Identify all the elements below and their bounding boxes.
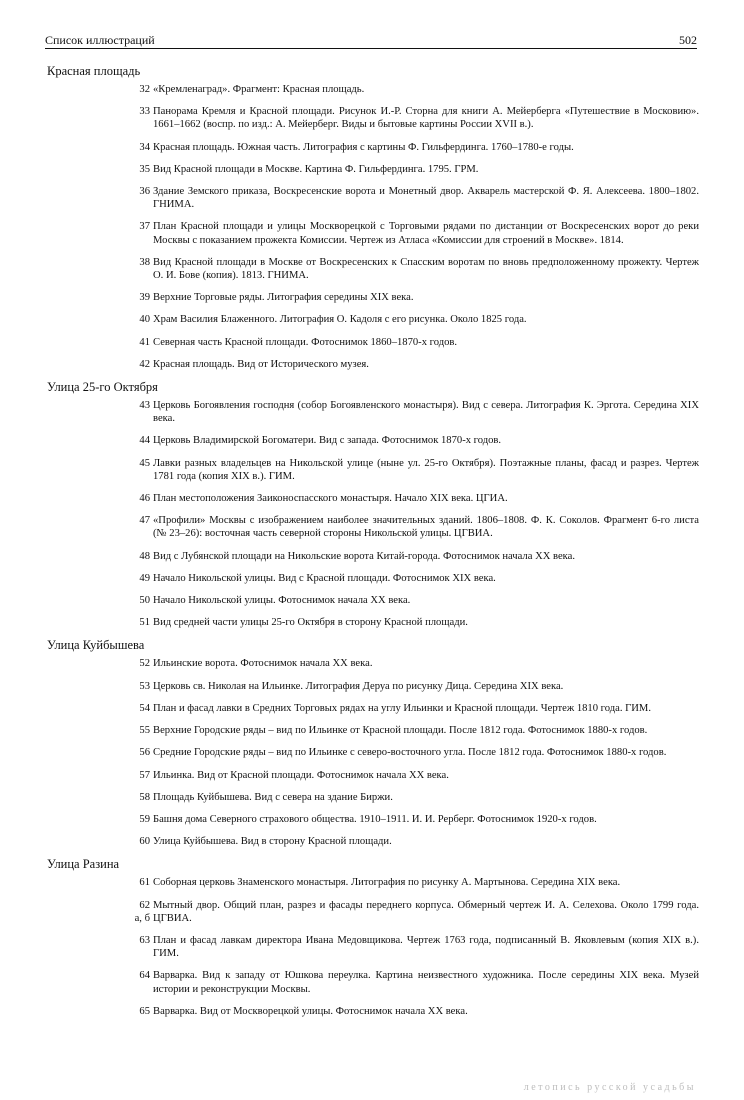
item-number: [108, 336, 150, 349]
item-number-main: 58: [139, 791, 150, 803]
item-number: [108, 399, 150, 412]
item-text: Начало Никольской улицы. Вид с Красной площади. Фотоснимок XIX века.: [153, 572, 496, 584]
item-number: [108, 572, 150, 585]
item-number: [108, 185, 150, 198]
item-number-main: 44: [139, 435, 150, 447]
item-text: Лавки разных владельцев на Никольской улице (ныне ул. 25-го Октября). Поэтажные планы, фасад и разрез. Чертеж 1781 года (копия XIX в.). ГИМ.: [153, 457, 699, 482]
item-number: [108, 657, 150, 670]
list-item: [0, 83, 744, 96]
item-text: «Кремленаград». Фрагмент: Красная площадь.: [153, 84, 365, 95]
item-number: [108, 313, 150, 326]
list-item: [0, 550, 744, 563]
item-number-main: 62: [139, 899, 150, 911]
item-number: [108, 141, 150, 154]
list-item: [0, 185, 744, 211]
list-item: [0, 680, 744, 693]
item-number-main: 36: [139, 186, 150, 198]
item-number-main: 46: [139, 493, 150, 505]
item-number-main: 52: [139, 658, 150, 670]
item-text: План Красной площади и улицы Москворецкой с Торговыми рядами по дистанции от Воскресенских ворот до реки Москвы с показанием прожекта Комиссии. Чертеж из Атласа «Комиссии для строений в Москве». 1814.: [153, 221, 699, 246]
item-text: Мытный двор. Общий план, разрез и фасады переднего корпуса. Обмерный чертеж И. А. Селехова. Около 1799 года. ЦГВИА.: [153, 899, 699, 924]
item-text: Вид с Лубянской площади на Никольские ворота Китай-города. Фотоснимок начала XX века.: [153, 550, 575, 562]
section-title: Улица 25-го Октября: [47, 380, 158, 395]
list-item: [0, 969, 744, 995]
item-number: [108, 291, 150, 304]
item-number: [108, 105, 150, 118]
item-text: Храм Василия Блаженного. Литография О. Кадоля с его рисунка. Около 1825 года.: [153, 314, 527, 326]
list-item: [0, 358, 744, 371]
section-title: Красная площадь: [47, 64, 141, 78]
item-number: [108, 813, 150, 826]
item-number-main: 60: [139, 836, 150, 848]
list-item: [0, 492, 744, 505]
list-item: [0, 163, 744, 176]
item-text: Северная часть Красной площади. Фотоснимок 1860–1870-х годов.: [153, 336, 458, 348]
list-item: [0, 313, 744, 326]
item-number: [108, 791, 150, 804]
item-number-main: 59: [139, 813, 150, 825]
section: [0, 638, 744, 848]
item-text: Соборная церковь Знаменского монастыря. Литография по рисунку А. Мартынова. Середина XIX века.: [153, 877, 621, 889]
list-item: [0, 813, 744, 826]
item-number-main: 50: [139, 595, 150, 607]
list-item: [0, 876, 744, 889]
list-item: [0, 336, 744, 349]
item-text: «Профили» Москвы с изображением наиболее значительных зданий. 1806–1808. Ф. К. Соколов. Фрагмент 6-го листа (№ 23–26): восточная часть северной стороны Никольской улицы. ЦГВИА.: [153, 515, 699, 540]
item-text: Вид Красной площади в Москве. Картина Ф. Гильфердинга. 1795. ГРМ.: [153, 163, 479, 175]
list-item: [0, 594, 744, 607]
item-number: [108, 969, 150, 982]
item-text: Красная площадь. Вид от Исторического музея.: [153, 358, 369, 370]
item-text: План и фасад лавки в Средних Торговых рядах на углу Ильинки и Красной площади. Чертеж 1810 года. ГИМ.: [153, 702, 651, 714]
list-item: [0, 572, 744, 585]
item-number-main: 43: [139, 400, 150, 412]
item-number-main: 37: [139, 221, 150, 233]
list-item: [0, 256, 744, 282]
item-number-sub: а, б: [134, 912, 150, 924]
item-number: [108, 220, 150, 233]
item-number-main: 61: [139, 877, 150, 889]
item-number: [108, 746, 150, 759]
item-number-main: 42: [139, 358, 150, 370]
item-number: [108, 514, 150, 527]
item-number-main: 35: [139, 163, 150, 175]
item-number: [108, 680, 150, 693]
item-number: [108, 702, 150, 715]
item-number: [108, 876, 150, 889]
running-header: [45, 33, 697, 49]
item-number-main: 41: [139, 336, 150, 348]
item-number-main: 55: [139, 725, 150, 737]
item-number: [108, 358, 150, 371]
item-number-main: 34: [139, 141, 150, 153]
item-number-main: 40: [139, 314, 150, 326]
item-text: Ильинка. Вид от Красной площади. Фотоснимок начала XX века.: [153, 769, 449, 781]
section-title: Улица Куйбышева: [47, 638, 145, 653]
section-title: Улица Разина: [47, 857, 120, 872]
item-text: Панорама Кремля и Красной площади. Рисунок И.-Р. Сторна для книги А. Мейерберга «Путешествие в Московию». 1661–1662 (воспр. по изд.: А. Мейерберг. Виды и бытовые картины России XVII в.).: [153, 106, 699, 131]
list-item: [0, 657, 744, 670]
item-number-main: 65: [139, 1005, 150, 1017]
item-text: Средние Городские ряды – вид по Ильинке с северо-восточного угла. После 1812 года. Фотоснимок 1880-х годов.: [153, 747, 667, 759]
item-number: [108, 616, 150, 629]
page-number: 502: [679, 33, 697, 47]
item-number-main: 64: [139, 970, 150, 982]
list-item: [0, 769, 744, 782]
item-text: Площадь Куйбышева. Вид с севера на здание Биржи.: [153, 791, 393, 803]
item-number-main: 51: [139, 617, 150, 629]
list-item: [0, 899, 744, 925]
item-number: [108, 934, 150, 947]
item-text: Начало Никольской улицы. Фотоснимок начала XX века.: [153, 595, 411, 607]
item-text: Красная площадь. Южная часть. Литография с картины Ф. Гильфердинга. 1760–1780-е годы.: [153, 141, 574, 153]
item-number-main: 32: [139, 84, 150, 95]
item-number: [108, 899, 150, 925]
section: [0, 857, 744, 1018]
item-text: Вид средней части улицы 25-го Октября в сторону Красной площади.: [153, 617, 468, 629]
item-number: [108, 769, 150, 782]
item-number-main: 49: [139, 572, 150, 584]
item-number-main: 56: [139, 747, 150, 759]
item-number-main: 54: [139, 702, 150, 714]
list-item: [0, 457, 744, 483]
list-item: [0, 220, 744, 246]
item-number-main: 48: [139, 550, 150, 562]
item-number-main: 33: [139, 106, 150, 118]
item-number: [108, 724, 150, 737]
list-item: [0, 291, 744, 304]
item-number: [108, 83, 150, 96]
running-title: Список иллюстраций: [45, 33, 155, 47]
item-number-main: 53: [139, 680, 150, 692]
list-item: [0, 434, 744, 447]
item-text: Ильинские ворота. Фотоснимок начала XX века.: [153, 658, 373, 670]
item-text: План местоположения Заиконоспасского монастыря. Начало XIX века. ЦГИА.: [153, 493, 508, 505]
illustration-list: [0, 64, 744, 1027]
item-number-main: 45: [139, 457, 150, 469]
list-item: [0, 702, 744, 715]
list-item: [0, 934, 744, 960]
item-text: Церковь Богоявления господня (собор Богоявленского монастыря). Вид с севера. Литография К. Эргота. Середина XIX века.: [153, 400, 699, 425]
list-item: [0, 399, 744, 425]
item-text: План и фасад лавкам директора Ивана Медовщикова. Чертеж 1763 года, подписанный В. Яковлевым (копия XIX в.). ГИМ.: [153, 934, 699, 960]
item-number: [108, 256, 150, 269]
list-item: [0, 105, 744, 131]
item-text: Улица Куйбышева. Вид в сторону Красной площади.: [153, 836, 392, 848]
item-text: Верхние Торговые ряды. Литография середины XIX века.: [153, 292, 414, 304]
item-text: Варварка. Вид к западу от Юшкова переулка. Картина неизвестного художника. После середины XIX века. Музей истории и реконструкции Москвы.: [153, 970, 699, 995]
item-number: [108, 1005, 150, 1018]
item-text: Башня дома Северного страхового общества. 1910–1911. И. И. Рерберг. Фотоснимок 1920-х годов.: [153, 813, 597, 825]
list-item: [0, 724, 744, 737]
item-number: [108, 163, 150, 176]
item-number-main: 47: [139, 515, 150, 527]
item-number: [108, 550, 150, 563]
list-item: [0, 746, 744, 759]
list-item: [0, 141, 744, 154]
watermark: летопись русской усадьбы: [523, 1082, 696, 1093]
item-number-main: 38: [139, 256, 150, 268]
item-text: Здание Земского приказа, Воскресенские ворота и Монетный двор. Акварель мастерской Ф. Я. Алексеева. 1800–1802. ГНИМА.: [153, 186, 699, 211]
item-number: [108, 594, 150, 607]
list-item: [0, 835, 744, 848]
item-text: Церковь св. Николая на Ильинке. Литография Деруа по рисунку Дица. Середина XIX века.: [153, 680, 564, 692]
section: [0, 380, 744, 629]
item-text: Церковь Владимирской Богоматери. Вид с запада. Фотоснимок 1870-х годов.: [153, 435, 502, 447]
item-text: Верхние Городские ряды – вид по Ильинке от Красной площади. После 1812 года. Фотоснимок 1880-х годов.: [153, 725, 648, 737]
section: [0, 64, 744, 371]
item-number: [108, 492, 150, 505]
item-number: [108, 457, 150, 470]
item-number-main: 39: [139, 292, 150, 304]
item-text: Вид Красной площади в Москве от Воскресенских к Спасским воротам по вновь предположенному прожекту. Чертеж О. И. Бове (копия). 1813. ГНИМА.: [153, 256, 699, 282]
item-number-main: 63: [139, 934, 150, 946]
list-item: [0, 616, 744, 629]
item-number: [108, 434, 150, 447]
list-item: [0, 791, 744, 804]
item-number: [108, 835, 150, 848]
item-number-main: 57: [139, 769, 150, 781]
item-text: Варварка. Вид от Москворецкой улицы. Фотоснимок начала XX века.: [153, 1005, 468, 1017]
list-item: [0, 514, 744, 540]
list-item: [0, 1005, 744, 1018]
